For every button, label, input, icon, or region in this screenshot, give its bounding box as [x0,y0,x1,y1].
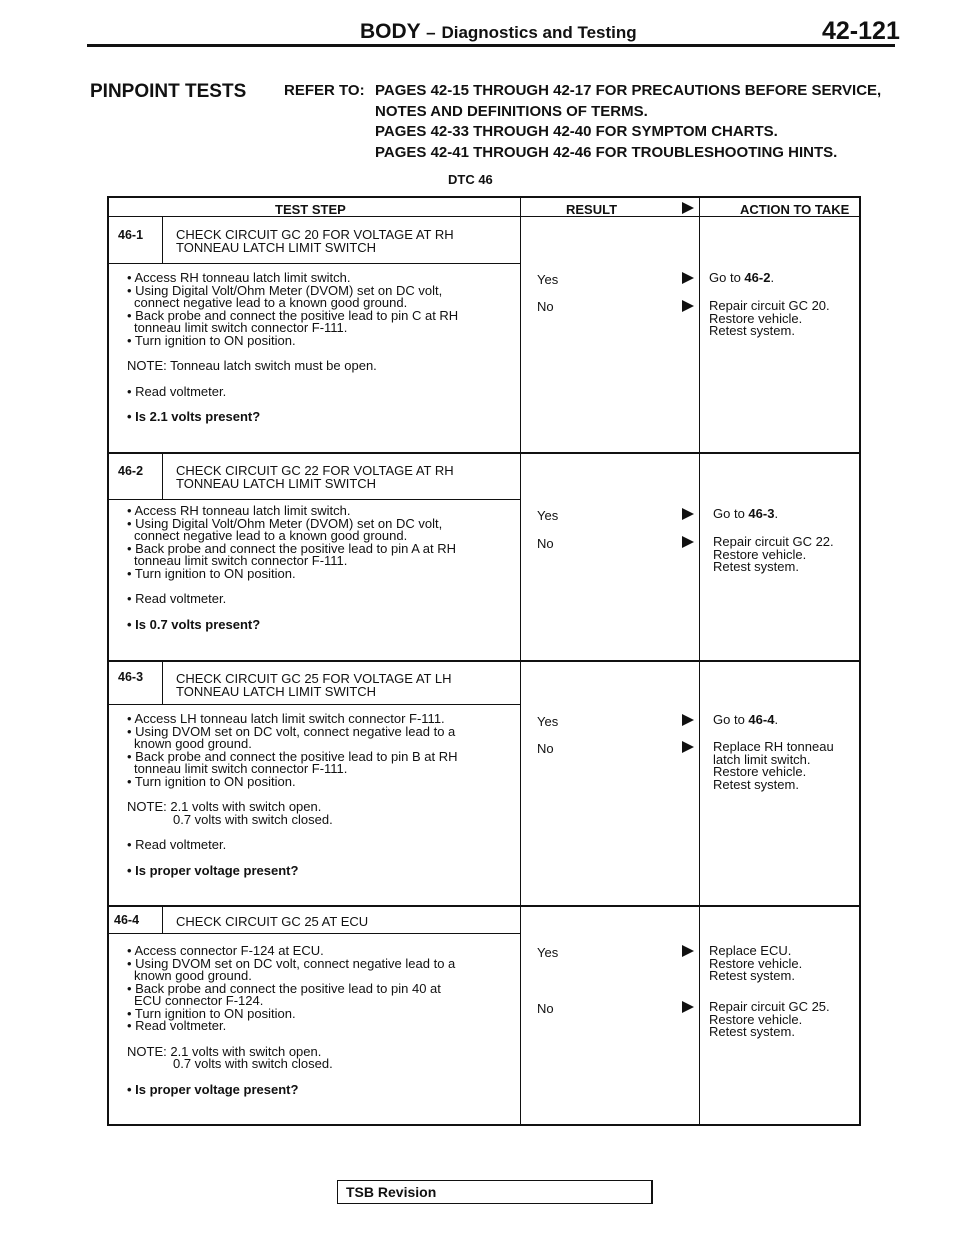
step-body [127,945,455,1096]
col-test-step: TEST STEP [275,202,346,217]
step-title-line: TONNEAU LATCH LIMIT SWITCH [176,476,377,491]
step-line: • Access connector F-124 at ECU. [127,943,324,958]
result-no: No [537,299,554,314]
col-action: ACTION TO TAKE [740,202,850,217]
step-number-divider [162,660,163,704]
step-line: • Read voltmeter. [127,383,227,399]
step-note: 0.7 volts with switch closed. [173,811,333,827]
step-question: • Is proper voltage present? [127,1081,299,1097]
step-number-divider [162,216,163,263]
step-line: • Access RH tonneau latch limit switch. [127,270,351,285]
arrow-icon [682,272,694,284]
step-line: tonneau limit switch connector F-111. [134,553,348,568]
action-text: Repair circuit GC 20. Restore vehicle. Retest system. [709,298,830,338]
step-title-line: CHECK CIRCUIT GC 22 FOR VOLTAGE AT RH [176,463,454,478]
step-line: • Read voltmeter. [127,837,227,852]
result-no: No [537,536,554,551]
result-yes: Yes [537,714,559,729]
result-yes: Yes [537,508,559,523]
action-text: Go to 46-2. [709,270,775,285]
step-line: • Turn ignition to ON position. [127,1005,296,1021]
action-text: Go to 46-3. [713,506,779,521]
arrow-icon [682,300,694,312]
step-title-rule [107,499,520,500]
action-text: Go to 46-4. [713,712,779,727]
step-body [127,713,457,877]
step-title-rule [107,704,520,705]
action-text: Repair circuit GC 22. Restore vehicle. Retest system. [713,534,834,574]
arrow-icon [682,508,694,520]
step-line: connect negative lead to a known good ground. [134,295,408,310]
action-text: Replace ECU. Restore vehicle. Retest system. [709,943,803,983]
header-section: BODY [360,20,421,43]
result-no: No [537,1001,554,1016]
step-title [176,915,368,928]
step-line: • Access LH tonneau latch limit switch connector F-111. [127,711,445,726]
refer-line: PAGES 42-41 THROUGH 42-46 FOR TROUBLESHOOTING HINTS. [375,143,838,161]
step-note: NOTE: 2.1 volts with switch open. [127,799,322,814]
step-line: • Back probe and connect the positive lead to pin C at RH [127,307,459,323]
refer-to-label: REFER TO: [284,82,365,99]
arrow-icon [682,536,694,548]
step-question: • Is 0.7 volts present? [127,616,261,632]
step-note: NOTE: 2.1 volts with switch open. [127,1043,322,1059]
step-separator [107,905,861,907]
step-line: ECU connector F-124. [134,993,264,1008]
step-title-line: TONNEAU LATCH LIMIT SWITCH [176,684,377,699]
step-title [176,672,451,698]
step-question: • Is proper voltage present? [127,862,299,878]
arrow-icon [682,741,694,753]
refer-line: NOTES AND DEFINITIONS OF TERMS. [375,102,648,120]
step-note: NOTE: Tonneau latch switch must be open. [127,358,377,373]
step-title [176,464,454,490]
step-title-line: CHECK CIRCUIT GC 25 AT ECU [176,914,369,929]
step-line: known good ground. [134,968,252,983]
step-number: 46-2 [118,464,144,478]
refer-to-lines [375,81,881,163]
step-title-line: CHECK CIRCUIT GC 25 FOR VOLTAGE AT LH [176,671,452,686]
step-number-divider [162,452,163,499]
step-line: • Using Digital Volt/Ohm Meter (DVOM) set on DC volt, [127,515,443,531]
section-title: PINPOINT TESTS [90,81,247,102]
step-line: • Using Digital Volt/Ohm Meter (DVOM) set on DC volt, [127,282,443,298]
step-number: 46-4 [114,913,140,927]
step-title-rule [107,933,520,934]
step-line: tonneau limit switch connector F-111. [134,320,348,335]
step-line: • Back probe and connect the positive lead to pin A at RH [127,540,457,556]
step-line: • Read voltmeter. [127,1018,227,1033]
tsb-revision-box [337,1180,653,1204]
step-line: connect negative lead to a known good ground. [134,528,408,543]
action-text: Repair circuit GC 25. Restore vehicle. Retest system. [709,999,830,1039]
step-line: • Using DVOM set on DC volt, connect negative lead to a [127,955,456,971]
step-number-divider [162,905,163,933]
step-separator [107,452,861,454]
step-note: 0.7 volts with switch closed. [173,1056,333,1071]
step-line: • Back probe and connect the positive lead to pin 40 at [127,980,441,996]
step-title [176,228,454,254]
page-number: 42-121 [822,17,900,45]
arrow-icon [682,714,694,726]
arrow-icon [682,945,694,957]
step-number: 46-1 [118,228,144,242]
step-line: • Read voltmeter. [127,591,227,606]
refer-line: PAGES 42-15 THROUGH 42-17 FOR PRECAUTIONS BEFORE SERVICE, [375,82,882,99]
header-dash: – [426,23,436,42]
action-text: Replace RH tonneau latch limit switch. Restore vehicle. Retest system. [713,739,834,792]
refer-line: PAGES 42-33 THROUGH 42-40 FOR SYMPTOM CHARTS. [375,123,778,140]
step-title-rule [107,263,520,264]
tsb-revision-label: TSB Revision [346,1184,437,1200]
step-body [127,505,456,631]
step-line: • Access RH tonneau latch limit switch. [127,503,351,518]
result-no: No [537,741,554,756]
step-number: 46-3 [118,670,144,684]
result-yes: Yes [537,272,559,287]
header-rule [87,44,895,47]
step-line: tonneau limit switch connector F-111. [134,761,348,776]
arrow-icon [682,202,694,214]
step-line: • Turn ignition to ON position. [127,773,296,789]
step-separator [107,660,861,662]
step-line: • Back probe and connect the positive lead to pin B at RH [127,748,458,764]
arrow-icon [682,1001,694,1013]
step-question: • Is 2.1 volts present? [127,409,261,424]
result-yes: Yes [537,945,559,960]
dtc-code: DTC 46 [448,172,493,187]
step-line: • Turn ignition to ON position. [127,332,296,348]
header-title [360,20,637,44]
header-subtitle: Diagnostics and Testing [441,23,637,42]
step-title-line: TONNEAU LATCH LIMIT SWITCH [176,240,377,255]
step-body [127,272,458,424]
col-result: RESULT [566,202,618,217]
step-line: known good ground. [134,736,252,751]
step-line: • Turn ignition to ON position. [127,565,296,581]
step-line: • Using DVOM set on DC volt, connect negative lead to a [127,723,456,739]
step-title-line: CHECK CIRCUIT GC 20 FOR VOLTAGE AT RH [176,227,454,242]
